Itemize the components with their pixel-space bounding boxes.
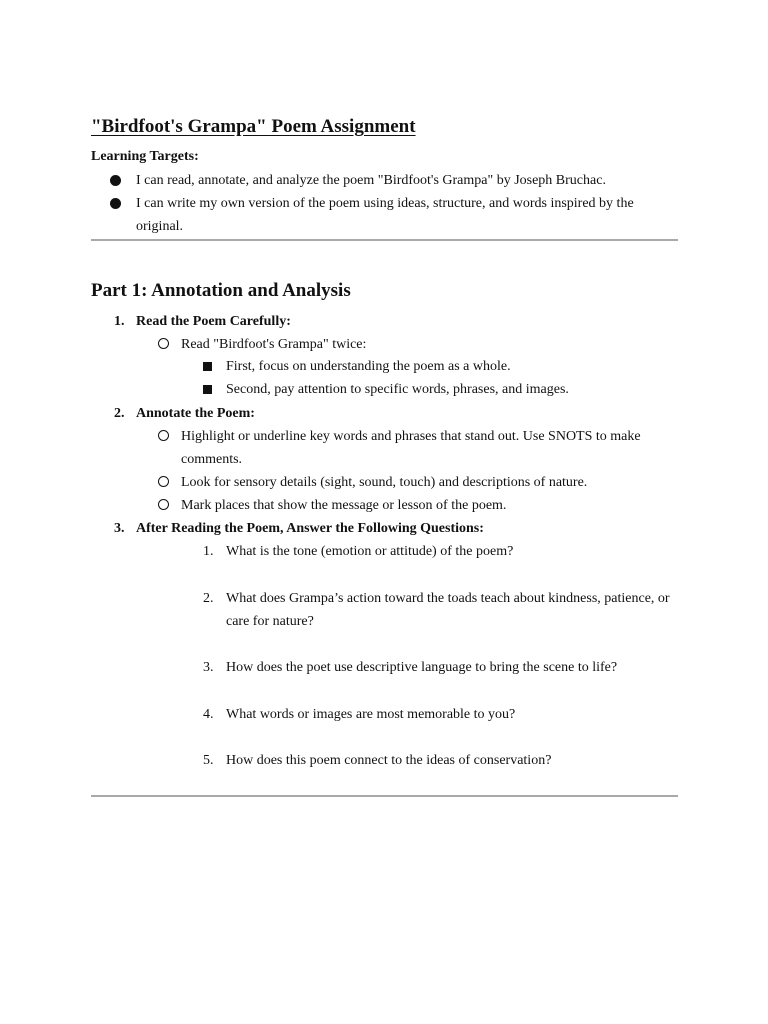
question-number: 5. [203, 753, 214, 768]
question-number: 4. [203, 707, 214, 722]
question-text: How does the poet use descriptive language to bring the scene to life? [226, 660, 618, 675]
question-text: What is the tone (emotion or attitude) of the poem? [226, 544, 514, 559]
sub-item-text: Mark places that show the message or lesson of the poem. [181, 498, 507, 513]
part1-heading: Part 1: Annotation and Analysis [91, 280, 351, 301]
step-label: After Reading the Poem, Answer the Following Questions: [136, 521, 484, 536]
bullet-icon [110, 198, 121, 209]
question-number: 3. [203, 660, 214, 675]
step-number: 3. [114, 521, 125, 536]
learning-target-text: I can write my own version of the poem using ideas, structure, and words inspired by the original. [136, 196, 634, 234]
sub-sub-item-text: First, focus on understanding the poem as a whole. [226, 359, 511, 374]
question-text: What words or images are most memorable to you? [226, 707, 516, 722]
circle-bullet-icon [158, 499, 169, 510]
learning-targets-heading: Learning Targets: [91, 149, 199, 164]
step-label: Read the Poem Carefully: [136, 314, 291, 329]
question-number: 2. [203, 591, 214, 606]
circle-bullet-icon [158, 338, 169, 349]
step-number: 2. [114, 406, 125, 421]
document-title: "Birdfoot's Grampa" Poem Assignment [91, 116, 416, 137]
step-label: Annotate the Poem: [136, 406, 255, 421]
question-text: What does Grampa’s action toward the toads teach about kindness, patience, or care for nature? [226, 591, 670, 629]
question-text: How does this poem connect to the ideas of conservation? [226, 753, 552, 768]
question-number: 1. [203, 544, 214, 559]
learning-target-text: I can read, annotate, and analyze the poem "Birdfoot's Grampa" by Joseph Bruchac. [136, 173, 606, 188]
sub-item-text: Highlight or underline key words and phrases that stand out. Use SNOTS to make comments. [181, 429, 641, 467]
step-number: 1. [114, 314, 125, 329]
section-divider [91, 239, 678, 241]
circle-bullet-icon [158, 430, 169, 441]
sub-item-text: Look for sensory details (sight, sound, touch) and descriptions of nature. [181, 475, 588, 490]
square-bullet-icon [203, 385, 212, 394]
bullet-icon [110, 175, 121, 186]
circle-bullet-icon [158, 476, 169, 487]
square-bullet-icon [203, 362, 212, 371]
sub-sub-item-text: Second, pay attention to specific words, phrases, and images. [226, 382, 569, 397]
sub-item-text: Read "Birdfoot's Grampa" twice: [181, 337, 367, 352]
section-divider [91, 795, 678, 797]
